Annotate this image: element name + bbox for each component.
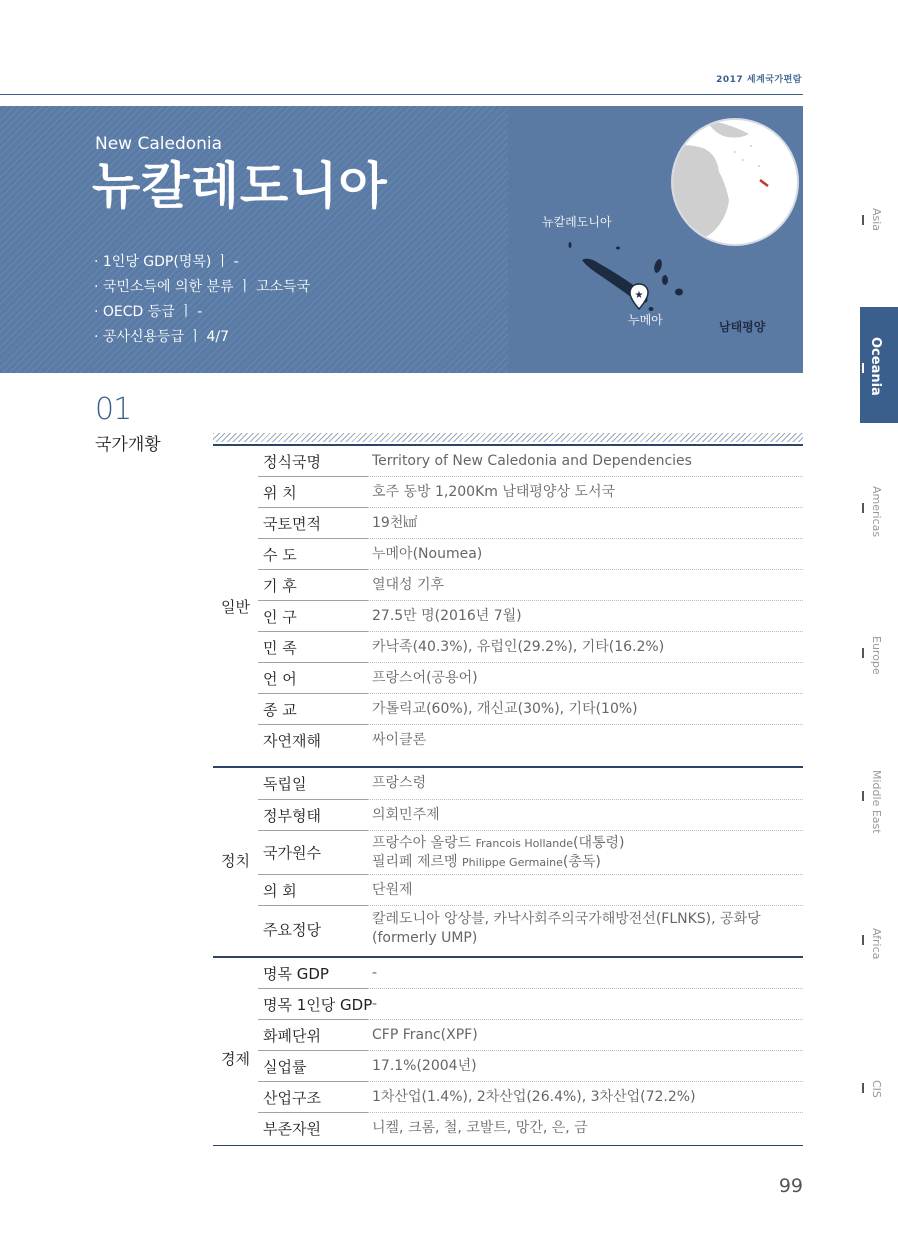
table-row — [258, 875, 803, 906]
row-value: 프랑수아 올랑드 Francois Hollande(대통령) 필리페 제르멩 Philippe Germaine(총독) — [368, 831, 803, 875]
row-key: 언 어 — [258, 663, 368, 694]
row-value: 단원제 — [368, 875, 803, 906]
row-key: 종 교 — [258, 694, 368, 725]
country-name-ko: 뉴칼레도니아 — [92, 157, 388, 215]
fact-oecd-grade: · OECD 등급 ㅣ - — [94, 304, 203, 320]
table-row — [258, 446, 803, 477]
tab-label: Oceania — [868, 337, 883, 396]
table-row — [258, 958, 803, 989]
islet-northeast — [616, 247, 620, 250]
row-value: 27.5만 명(2016년 7월) — [368, 601, 803, 632]
table-row — [258, 477, 803, 508]
tab-label: Middle East — [870, 770, 883, 834]
tab-label: Asia — [870, 208, 883, 232]
page-number: 99 — [778, 1175, 803, 1197]
tab-tick — [862, 215, 864, 225]
row-value: 칼레도니아 앙상블, 카낙사회주의국가해방전선(FLNKS), 공화당 (formerly UMP) — [372, 911, 761, 946]
location-map — [508, 106, 803, 373]
tab-americas[interactable] — [860, 484, 898, 540]
table-row — [258, 1051, 803, 1082]
tab-label: Africa — [870, 928, 883, 960]
row-value: 니켈, 크롬, 철, 코발트, 망간, 은, 금 — [372, 1120, 588, 1136]
row-value: - — [368, 989, 803, 1020]
tab-tick — [862, 363, 864, 373]
row-value: 누메아(Noumea) — [368, 539, 803, 570]
row-key: 주요정당 — [263, 920, 321, 939]
row-key: 정식국명 — [258, 446, 368, 477]
row-key: 화폐단위 — [258, 1020, 368, 1051]
row-value: CFP Franc(XPF) — [368, 1020, 803, 1051]
row-key: 명목 GDP — [258, 958, 368, 989]
row-value: Territory of New Caledonia and Dependencies — [368, 446, 803, 477]
row-key: 민 족 — [258, 632, 368, 663]
section-title: 국가개황 — [95, 435, 161, 455]
politics-info-group — [213, 766, 803, 952]
row-value: 프랑스령 — [368, 768, 803, 800]
economy-info-group — [213, 956, 803, 1144]
islet-north — [569, 242, 572, 248]
table-bottom-rule — [213, 1145, 803, 1146]
fact-credit-grade: · 공사신용등급 ㅣ 4/7 — [94, 329, 229, 345]
tab-tick — [862, 935, 864, 945]
table-row — [258, 570, 803, 601]
pacific-islet-4 — [758, 165, 760, 167]
row-value: 17.1%(2004년) — [368, 1051, 803, 1082]
region-tabs — [860, 0, 898, 1240]
row-value: 19천㎢ — [368, 508, 803, 539]
row-key: 기 후 — [258, 570, 368, 601]
row-key: 인 구 — [258, 601, 368, 632]
row-key: 국토면적 — [258, 508, 368, 539]
row-value: 의회민주제 — [368, 800, 803, 831]
loyalty-island-1 — [653, 258, 663, 273]
tab-europe[interactable] — [860, 634, 898, 680]
map-label-capital: 누메아 — [628, 313, 663, 327]
tab-africa[interactable] — [860, 926, 898, 966]
row-key: 부존자원 — [263, 1120, 321, 1138]
banner-text-panel — [0, 106, 508, 373]
running-title: 2017 세계국가편람 — [716, 75, 802, 85]
row-value: 열대성 기후 — [368, 570, 803, 601]
svg-text:★: ★ — [634, 290, 644, 301]
row-value: 가톨릭교(60%), 개신교(30%), 기타(10%) — [368, 694, 803, 725]
tab-tick — [862, 503, 864, 513]
row-key: 산업구조 — [258, 1082, 368, 1113]
loyalty-island-3 — [675, 289, 683, 296]
row-value: 프랑스어(공용어) — [368, 663, 803, 694]
table-row — [258, 906, 803, 952]
row-key: 실업률 — [258, 1051, 368, 1082]
table-row — [258, 1113, 803, 1144]
new-caledonia-highlight — [760, 180, 768, 186]
group-label-politics: 정치 — [221, 852, 250, 870]
tab-tick — [862, 1083, 864, 1093]
tab-oceania[interactable] — [860, 307, 898, 423]
general-info-group — [213, 444, 803, 756]
table-row — [258, 1082, 803, 1113]
row-value: 카낙족(40.3%), 유럽인(29.2%), 기타(16.2%) — [368, 632, 803, 663]
table-row — [258, 1020, 803, 1051]
row-value: 싸이클론 — [372, 732, 427, 748]
world-globe-inset — [671, 118, 799, 246]
tab-tick — [862, 791, 864, 801]
pacific-islet-2 — [742, 159, 744, 161]
country-banner — [0, 106, 803, 373]
fact-gdp-per-capita: · 1인당 GDP(명목) ㅣ - — [94, 254, 239, 270]
row-value: 1차산업(1.4%), 2차산업(26.4%), 3차산업(72.2%) — [368, 1082, 803, 1113]
table-row — [258, 800, 803, 831]
row-value: 호주 동방 1,200Km 남태평양상 도서국 — [368, 477, 803, 508]
table-row — [258, 663, 803, 694]
group-label-general: 일반 — [221, 598, 250, 616]
tab-middle-east[interactable] — [860, 768, 898, 832]
table-row — [258, 539, 803, 570]
tab-label: Europe — [870, 636, 883, 675]
table-row — [258, 725, 803, 756]
section-number: 01 — [95, 392, 132, 427]
row-key: 자연재해 — [263, 732, 321, 750]
group-label-economy: 경제 — [221, 1050, 250, 1068]
pacific-islet-3 — [750, 145, 752, 147]
pacific-islet-1 — [734, 151, 736, 153]
map-label-country: 뉴칼레도니아 — [542, 215, 612, 229]
map-label-sea: 남태평양 — [719, 320, 766, 334]
tab-asia[interactable] — [860, 205, 898, 245]
tab-label: Americas — [870, 486, 883, 538]
row-key: 의 회 — [258, 875, 368, 906]
row-key: 명목 1인당 GDP — [258, 989, 368, 1020]
loyalty-island-2 — [662, 275, 668, 285]
new-guinea-shape — [707, 120, 749, 138]
row-key: 위 치 — [258, 477, 368, 508]
tab-label: CIS — [870, 1080, 883, 1098]
section-hatch-bar — [213, 433, 803, 442]
row-key: 국가원수 — [258, 831, 368, 875]
fact-income-class: · 국민소득에 의한 분류 ㅣ 고소득국 — [94, 279, 311, 295]
tab-cis[interactable] — [860, 1078, 898, 1108]
table-row — [258, 831, 803, 875]
capital-marker — [630, 284, 648, 309]
table-row — [258, 989, 803, 1020]
country-name-en: New Caledonia — [95, 134, 223, 154]
table-row — [258, 632, 803, 663]
row-value: - — [368, 958, 803, 989]
row-key: 독립일 — [258, 768, 368, 800]
top-rule — [0, 94, 803, 95]
table-row — [258, 601, 803, 632]
row-key: 정부형태 — [258, 800, 368, 831]
table-row — [258, 768, 803, 800]
tab-tick — [862, 648, 864, 658]
key-facts — [94, 250, 310, 350]
table-row — [258, 694, 803, 725]
row-key: 수 도 — [258, 539, 368, 570]
table-row — [258, 508, 803, 539]
